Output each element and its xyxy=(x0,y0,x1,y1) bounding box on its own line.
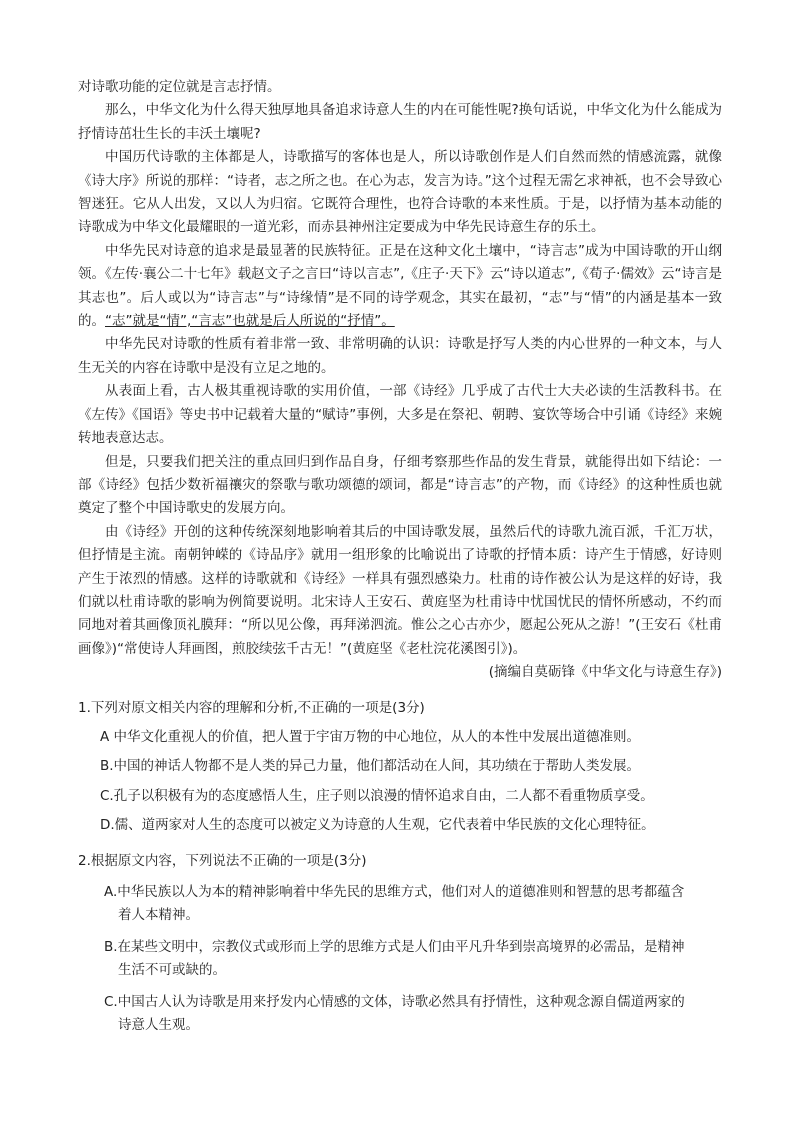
option-text-continued: 生活不可或缺的。 xyxy=(118,962,226,979)
option-text-continued: 诗意人生观。 xyxy=(118,1017,199,1034)
option-b xyxy=(78,936,722,983)
paragraph: 对诗歌功能的定位就是言志抒情。 xyxy=(78,79,281,95)
option-text: B.在某些文明中，宗教仪式或形而上学的思维方式是人们由平凡升华到崇高境界的必需品，是精神 xyxy=(104,938,685,955)
paragraph xyxy=(78,240,722,334)
option-text: C.中国古人认为诗歌是用来抒发内心情感的文体，诗歌必然具有抒情性，这种观念源自儒道两家的 xyxy=(104,993,685,1010)
paragraph: 从表面上看，古人极其重视诗歌的实用价值，一部《诗经》几乎成了古代士大夫必读的生活教科书。在《左传》《国语》等史书中记载着大量的“赋诗”事例，大多是在祭祀、朝聘、宴饮等场合中引诵《诗经》来婉转地表意达志。 xyxy=(78,383,722,447)
paragraph-text: 中华先民对诗意的追求是最显著的民族特征。正是在这种文化土壤中，“诗言志”成为中国诗歌的开山纲领。《左传·襄公二十七年》载赵文子之言曰“诗以言志”,《庄子·天下》云“诗以道志”,《荀子·儒效》云“诗言是其志也”。后人或以为“诗言志”与“诗缘情”是不同的诗学观念，其实在最初，“志”与“情”的内涵是基本一致的。 xyxy=(78,242,722,330)
source-citation: (摘编自莫砺锋《中华文化与诗意生存》) xyxy=(488,664,722,681)
paragraph: 中华先民对诗歌的性质有着非常一致、非常明确的认识：诗歌是抒写人类的内心世界的一种文本，与人生无关的内容在诗歌中是没有立足之地的。 xyxy=(78,336,722,376)
paragraph: 那么，中华文化为什么得天独厚地具备追求诗意人生的内在可能性呢?换句话说，中华文化为什么能成为抒情诗茁壮生长的丰沃土壤呢? xyxy=(78,102,722,142)
option-c: C.孔子以积极有为的态度感悟人生，庄子则以浪漫的情怀追求自由，二人都不看重物质享受。 xyxy=(100,787,654,804)
option-d: D.儒、道两家对人生的态度可以被定义为诗意的人生观，它代表着中华民族的文化心理特征。 xyxy=(100,817,655,834)
option-c xyxy=(78,991,722,1038)
option-b: B.中国的神话人物都不是人类的异己力量，他们都活动在人间，其功绩在于帮助人类发展。 xyxy=(100,758,641,775)
paragraph: 但是，只要我们把关注的重点回归到作品自身，仔细考察那些作品的发生背景，就能得出如下结论：一部《诗经》包括少数祈福禳灾的祭歌与歌功颂德的颂词，都是“诗言志”的产物，而《诗经》的这种性质也就奠定了整个中国诗歌史的发展方向。 xyxy=(78,453,722,517)
paragraph: 中国历代诗歌的主体都是人，诗歌描写的客体也是人，所以诗歌创作是人们自然而然的情感流露，就像《诗大序》所说的那样：“诗者，志之所之也。在心为志，发言为诗。”这个过程无需乞求神祇，也不会导致心智迷狂。它从人出发，又以人为归宿。它既符合理性，也符合诗歌的本来性质。于是，以抒情为基本动能的诗歌成为中华文化最耀眼的一道光彩，而赤县神州注定要成为中华先民诗意生存的乐土。 xyxy=(78,149,722,236)
document-body xyxy=(78,76,722,1037)
paragraph: 由《诗经》开创的这种传统深刻地影响着其后的中国诗歌发展，虽然后代的诗歌九流百派，千汇万状，但抒情是主流。南朝钟嵘的《诗品序》就用一组形象的比喻说出了诗歌的抒情本质：诗产生于情感，好诗则产生于浓烈的情感。这样的诗歌就和《诗经》一样具有强烈感染力。杜甫的诗作被公认为是这样的好诗，我们就以杜甫诗歌的影响为例简要说明。北宋诗人王安石、黄庭坚为杜甫诗中忧国忧民的情怀所感动，不约而同地对着其画像顶礼膜拜：“所以见公像，再拜涕泗流。惟公之心古亦少，愿起公死从之游！”(王安石《杜甫画像》)“常使诗人拜画图，煎胶续弦千古无！”(黄庭坚《老杜浣花溪图引》)。 xyxy=(78,523,722,657)
question-stem: 2.根据原文内容，下列说法不正确的一项是(3分) xyxy=(78,852,367,869)
option-a: A 中华文化重视人的价值，把人置于宇宙万物的中心地位，从人的本性中发展出道德准则。 xyxy=(100,728,641,745)
option-text-continued: 着人本精神。 xyxy=(118,907,199,924)
question-stem: 1.下列对原文相关内容的理解和分析,不正确的一项是(3分) xyxy=(78,699,425,716)
option-a xyxy=(78,881,722,928)
underlined-sentence: “志”就是“情”,“言志”也就是后人所说的“抒情”。 xyxy=(105,313,395,330)
option-text: A.中华民族以人为本的精神影响着中华先民的思维方式，他们对人的道德准则和智慧的思考都蕴含 xyxy=(104,884,685,900)
question-1 xyxy=(78,697,722,838)
question-2 xyxy=(78,850,722,1038)
